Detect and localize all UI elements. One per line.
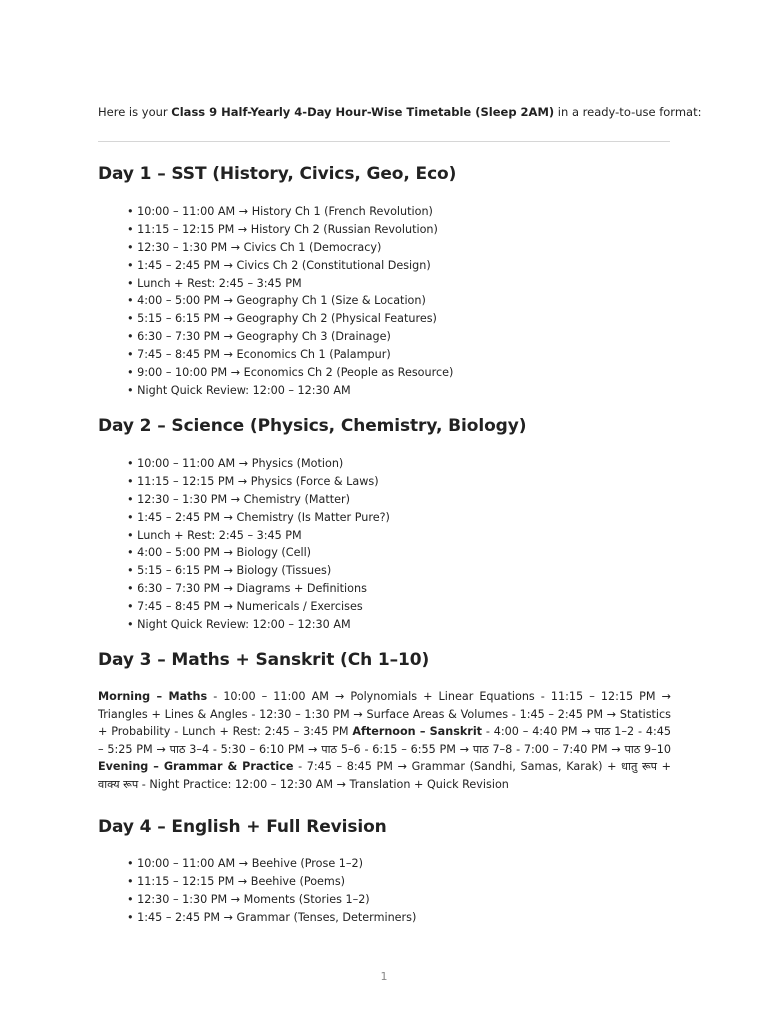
list-item: • 5:15 – 6:15 PM → Geography Ch 2 (Physical Features) — [127, 310, 453, 328]
list-item: • 1:45 – 2:45 PM → Chemistry (Is Matter Pure?) — [127, 509, 390, 527]
list-item: • 12:30 – 1:30 PM → Civics Ch 1 (Democracy) — [127, 239, 453, 257]
day-3-paragraph — [98, 688, 671, 794]
evening-label: Evening – Grammar & Practice — [98, 760, 294, 774]
day-4-heading: Day 4 – English + Full Revision — [98, 817, 387, 837]
list-item: • Night Quick Review: 12:00 – 12:30 AM — [127, 382, 453, 400]
list-item: • 10:00 – 11:00 AM → Beehive (Prose 1–2) — [127, 855, 416, 873]
list-item: • Lunch + Rest: 2:45 – 3:45 PM — [127, 527, 390, 545]
list-item: • 10:00 – 11:00 AM → History Ch 1 (French Revolution) — [127, 203, 453, 221]
list-item: • Lunch + Rest: 2:45 – 3:45 PM — [127, 275, 453, 293]
intro-text — [98, 105, 701, 119]
list-item: • 4:00 – 5:00 PM → Biology (Cell) — [127, 544, 390, 562]
morning-text: - 10:00 – 11:00 AM → Polynomials + Linear Equations - 11:15 – 12:15 PM → Triangles + Lines & Angles - 12:30 – 1:30 PM → Surface Areas & Volumes - 1:45 – 2:45 PM → Statistics + Probability - Lunch + Rest: 2:45 – 3:45 PM — [98, 690, 671, 739]
list-item: • 11:15 – 12:15 PM → Physics (Force & Laws) — [127, 473, 390, 491]
intro-suffix: in a ready-to-use format: — [554, 105, 702, 119]
day-2-heading: Day 2 – Science (Physics, Chemistry, Biology) — [98, 416, 527, 436]
horizontal-divider — [98, 141, 670, 142]
list-item: • 6:30 – 7:30 PM → Geography Ch 3 (Drainage) — [127, 328, 453, 346]
morning-label: Morning – Maths — [98, 690, 208, 703]
list-item: • 9:00 – 10:00 PM → Economics Ch 2 (People as Resource) — [127, 364, 453, 382]
list-item: • 4:00 – 5:00 PM → Geography Ch 1 (Size & Location) — [127, 292, 453, 310]
afternoon-label: Afternoon – Sanskrit — [352, 725, 482, 739]
list-item: • 12:30 – 1:30 PM → Moments (Stories 1–2) — [127, 891, 416, 909]
list-item: • 7:45 – 8:45 PM → Economics Ch 1 (Palampur) — [127, 346, 453, 364]
list-item: • 5:15 – 6:15 PM → Biology (Tissues) — [127, 562, 390, 580]
list-item: • 1:45 – 2:45 PM → Civics Ch 2 (Constitutional Design) — [127, 257, 453, 275]
afternoon-text: - 4:00 – 4:40 PM → पाठ 1–2 - 4:45 – 5:25 PM → पाठ 3–4 - 5:30 – 6:10 PM → पाठ 5–6 - 6:15 – 6:55 PM → पाठ 7–8 - 7:00 – 7:40 PM → पाठ 9–10 — [98, 725, 671, 756]
list-item: • 1:45 – 2:45 PM → Grammar (Tenses, Determiners) — [127, 909, 416, 927]
intro-bold-title: Class 9 Half-Yearly 4-Day Hour-Wise Timetable (Sleep 2AM) — [171, 105, 555, 119]
page-number: 1 — [380, 970, 388, 983]
list-item: • 7:45 – 8:45 PM → Numericals / Exercises — [127, 598, 390, 616]
day-1-list — [127, 203, 453, 400]
day-3-heading: Day 3 – Maths + Sanskrit (Ch 1–10) — [98, 650, 430, 670]
list-item: • 12:30 – 1:30 PM → Chemistry (Matter) — [127, 491, 390, 509]
day-2-list — [127, 455, 390, 634]
list-item: • Night Quick Review: 12:00 – 12:30 AM — [127, 616, 390, 634]
list-item: • 11:15 – 12:15 PM → History Ch 2 (Russian Revolution) — [127, 221, 453, 239]
list-item: • 10:00 – 11:00 AM → Physics (Motion) — [127, 455, 390, 473]
evening-text: - 7:45 – 8:45 PM → Grammar (Sandhi, Samas, Karak) + धातु रूप + वाक्य रूप - Night Practice: 12:00 – 12:30 AM → Translation + Quick Revision — [98, 760, 672, 791]
list-item: • 11:15 – 12:15 PM → Beehive (Poems) — [127, 873, 416, 891]
day-4-list — [127, 855, 416, 927]
day-1-heading: Day 1 – SST (History, Civics, Geo, Eco) — [98, 164, 457, 184]
list-item: • 6:30 – 7:30 PM → Diagrams + Definitions — [127, 580, 390, 598]
intro-prefix: Here is your — [98, 105, 172, 119]
